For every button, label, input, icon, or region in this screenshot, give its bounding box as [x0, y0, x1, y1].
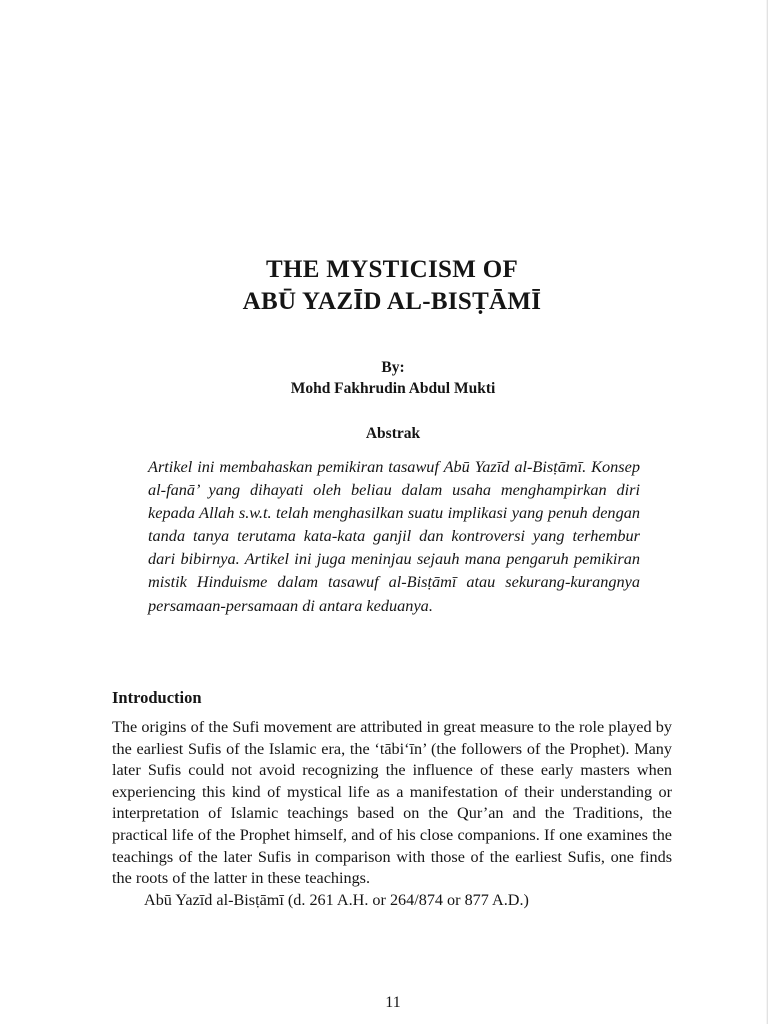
page-number: 11: [385, 994, 401, 1011]
article-title-line-1: THE MYSTICISM OF: [265, 256, 519, 283]
abstract-heading: Abstrak: [365, 425, 421, 442]
introduction-paragraph-2: Abū Yazīd al-Bisṭāmī (d. 261 A.H. or 264/874 or 877 A.D.): [144, 890, 529, 909]
article-title-line-2: ABŪ YAZĪD AL-BISṬĀMĪ: [242, 288, 542, 315]
introduction-heading: Introduction: [112, 688, 202, 707]
abstract-paragraph: Artikel ini membahaskan pemikiran tasawuf Abū Yazīd al-Bisṭāmī. Konsep al-fanā’ yang dihayati oleh beliau dalam usaha menghampirkan diri kepada Allah s.w.t. telah menghasilkan suatu implikasi yang penuh dengan tanda tanya terutama kata-kata ganjil dan kontroversi yang terhembur dari bibirnya. Artikel ini juga meninjau sejauh mana pengaruh pemikiran mistik Hinduisme dalam tasawuf al-Bisṭāmī atau sekurang-kurangnya persamaan-persamaan di antara keduanya.: [148, 457, 640, 615]
introduction-paragraph-1: The origins of the Sufi movement are attributed in great measure to the role played by the earliest Sufis of the Islamic era, the ‘tābi‘īn’ (the followers of the Prophet). Many later Sufis could not avoid recognizing the influence of these early masters when experiencing this kind of mystical life as a manifestation of their understanding or interpretation of Islamic teachings based on the Qur’an and the Traditions, the practical life of the Prophet himself, and of his close companions. If one examines the teachings of the later Sufis in comparison with those of the earliest Sufis, one finds the roots of the latter in these teachings.: [112, 718, 672, 888]
by-label: By:: [381, 359, 405, 376]
author-name: Mohd Fakhrudin Abdul Mukti: [290, 380, 496, 397]
abstract-text: [148, 455, 640, 617]
introduction-body: [112, 717, 672, 911]
